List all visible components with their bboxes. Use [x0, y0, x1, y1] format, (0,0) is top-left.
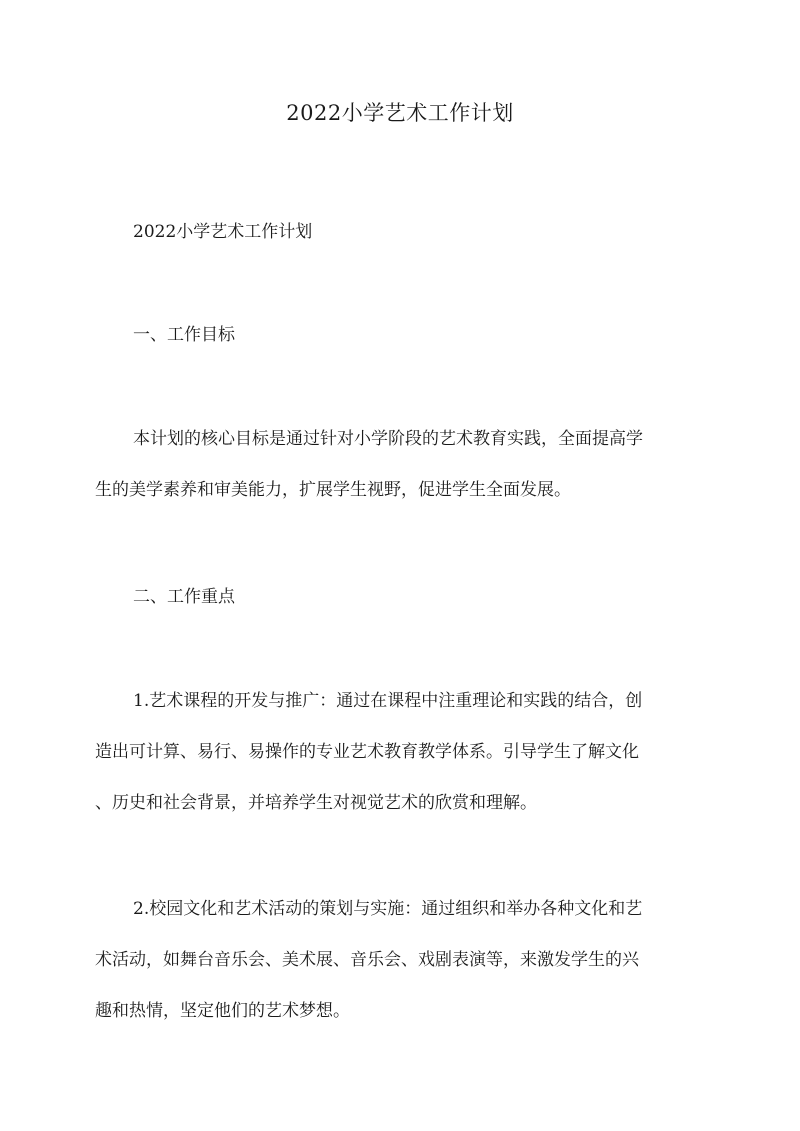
section-heading-goals [95, 310, 707, 361]
paragraph-focus-item-2 [95, 884, 707, 1037]
paragraph-line: 2.校园文化和艺术活动的策划与实施：通过组织和举办各种文化和艺 [133, 899, 643, 919]
paragraph-line: 生的美学素养和审美能力，扩展学生视野，促进学生全面发展。 [95, 480, 571, 500]
paragraph-goals [95, 414, 707, 516]
paragraph-line: 本计划的核心目标是通过针对小学阶段的艺术教育实践，全面提高学 [133, 429, 643, 449]
document-subtitle [95, 207, 707, 258]
section-heading-focus [95, 572, 707, 623]
subtitle-line: 2022小学艺术工作计划 [133, 222, 313, 242]
paragraph-focus-item-1 [95, 676, 707, 829]
paragraph-line: 1.艺术课程的开发与推广：通过在课程中注重理论和实践的结合，创 [133, 691, 643, 711]
page-title: 2022小学艺术工作计划 [286, 101, 514, 125]
section-heading-text: 二、工作重点 [133, 587, 235, 607]
section-heading-text: 一、工作目标 [133, 325, 235, 345]
paragraph-line: 术活动，如舞台音乐会、美术展、音乐会、戏剧表演等，来激发学生的兴 [95, 950, 639, 970]
paragraph-line: 趣和热情，坚定他们的艺术梦想。 [95, 1001, 350, 1021]
paragraph-line: 造出可计算、易行、易操作的专业艺术教育教学体系。引导学生了解文化 [95, 742, 639, 762]
paragraph-line: 、历史和社会背景，并培养学生对视觉艺术的欣赏和理解。 [95, 793, 537, 813]
